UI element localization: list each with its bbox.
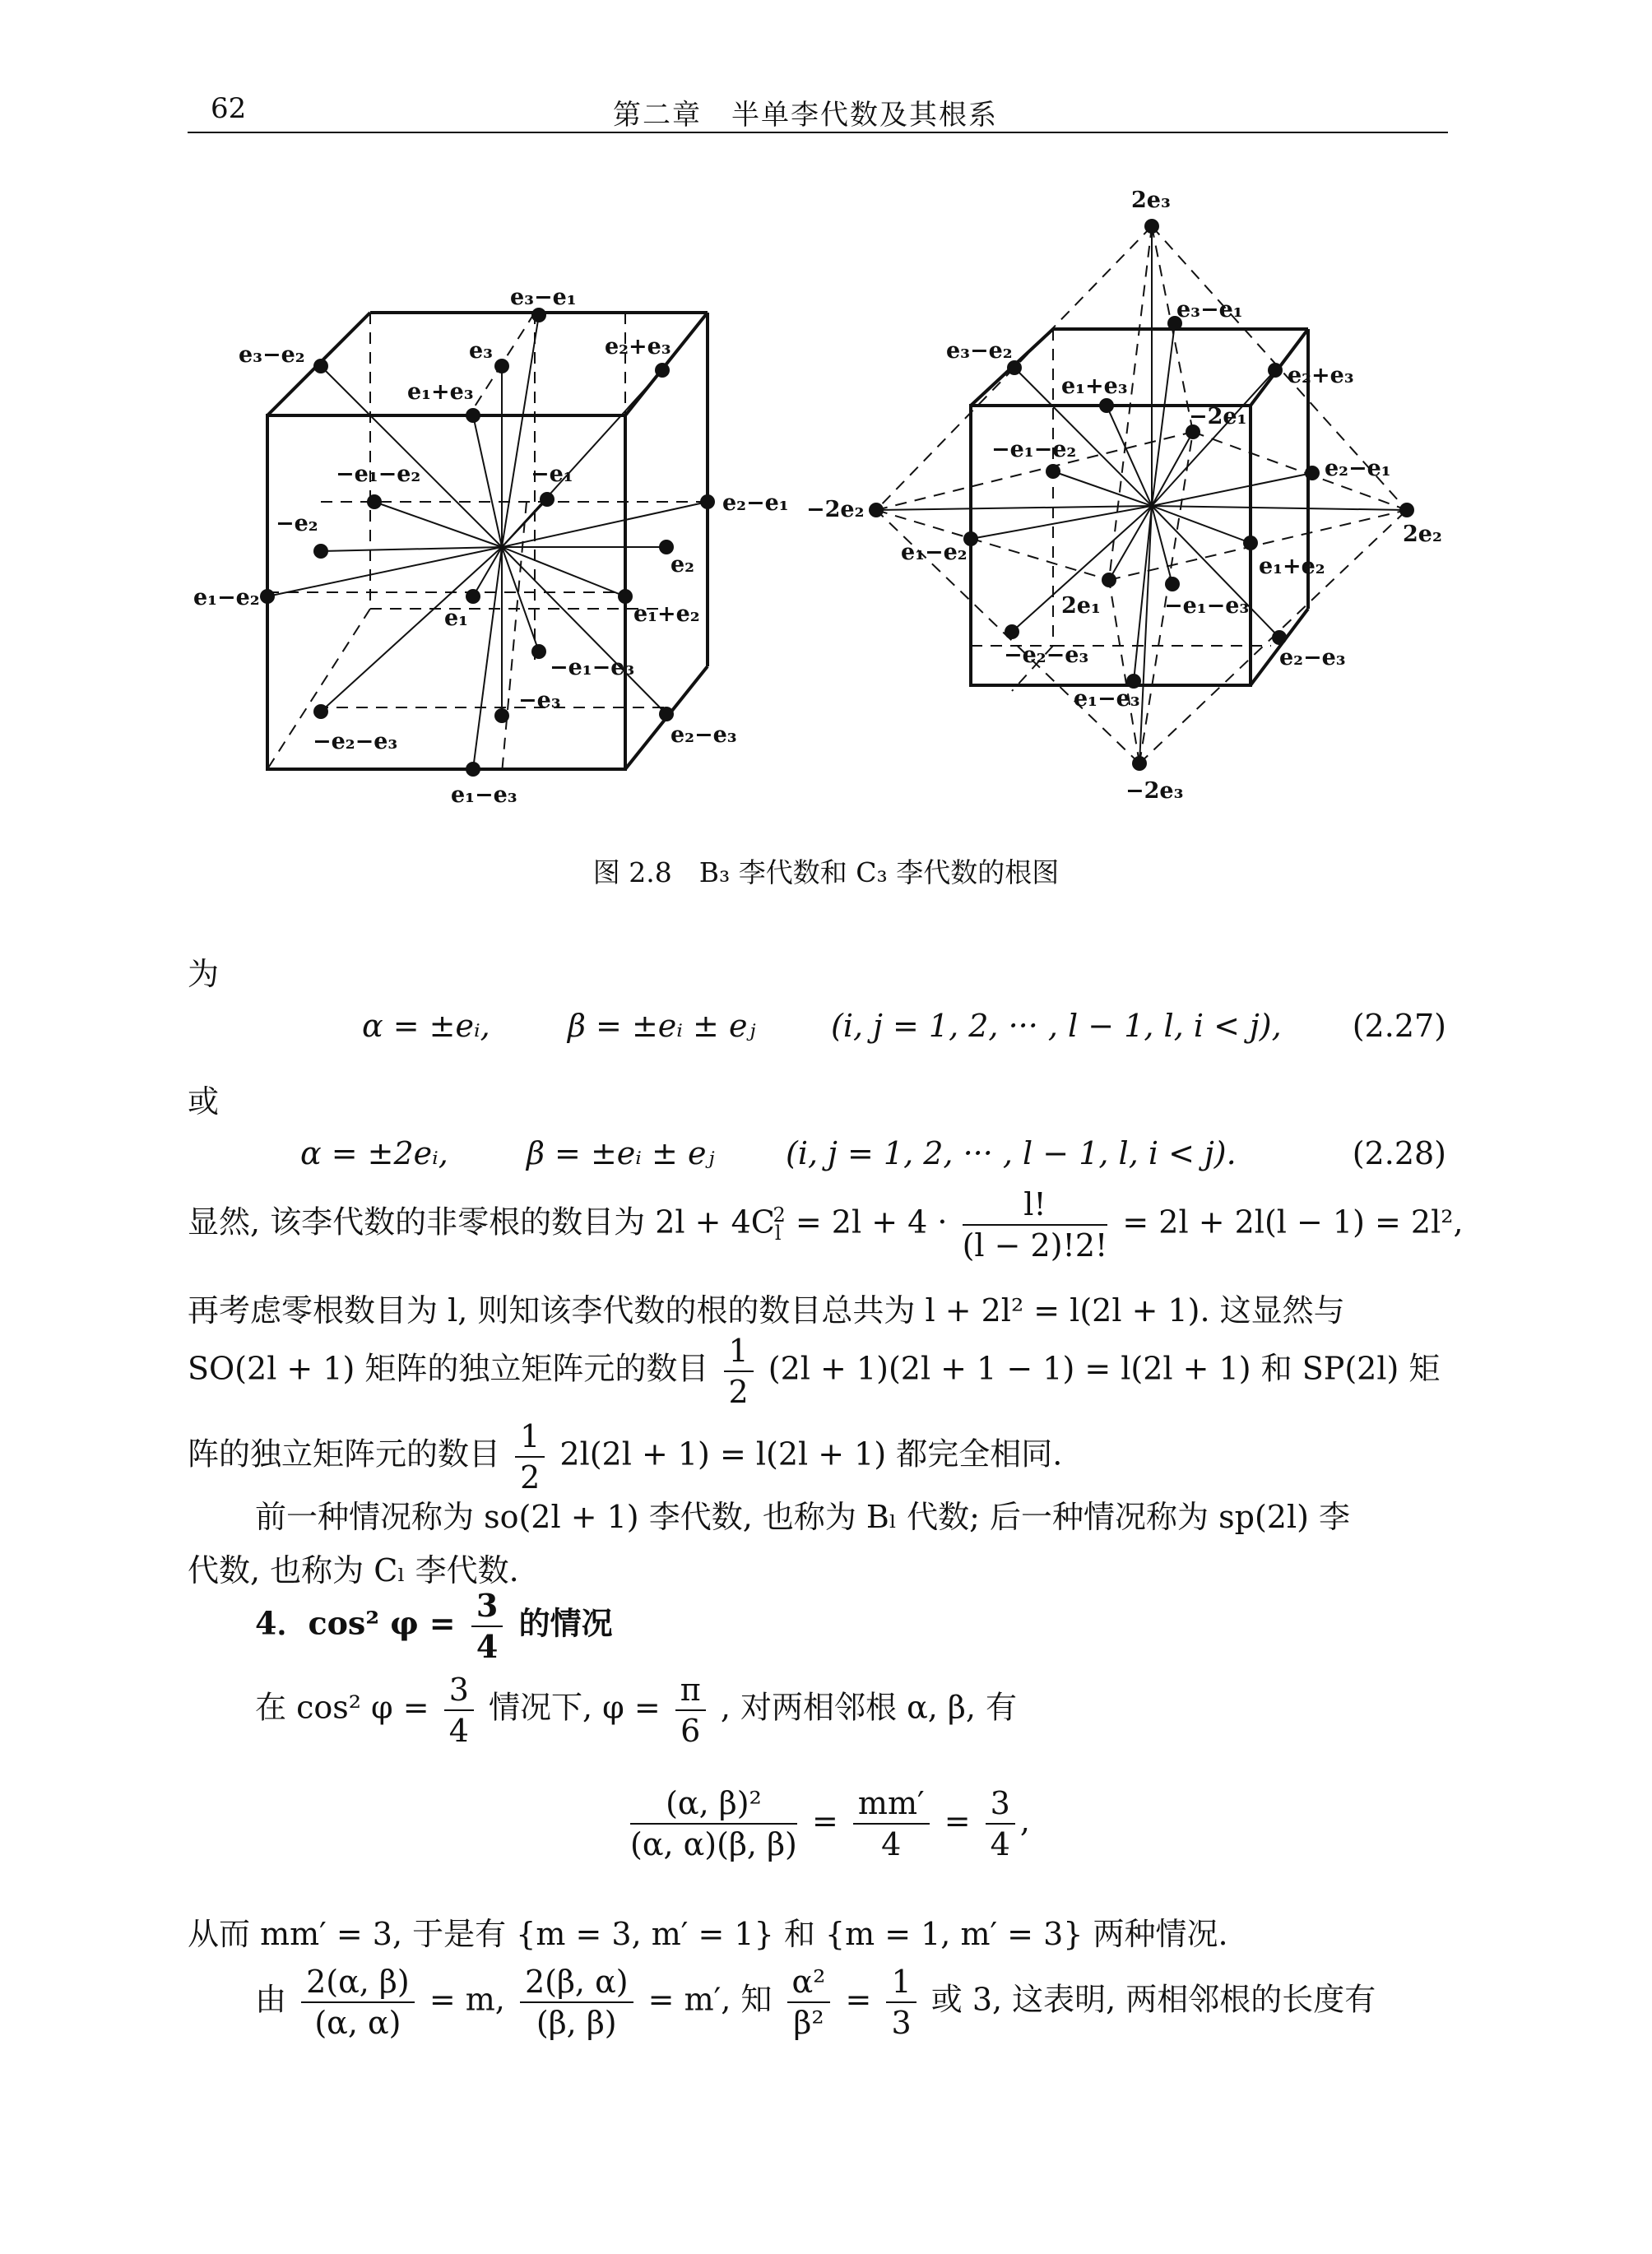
denominator: (l − 2)!2! [962, 1227, 1108, 1264]
page-number: 62 [211, 92, 247, 125]
paragraph: 显然, 该李代数的非零根的数目为 $2l + 4C_l^2 = 2l + 4$ · $\frac{l!}{(l - 2)!2!}$ = 2l + 2l(l − 1) = 2l², [188, 1186, 1464, 1264]
text-run: (2l + 1)(2l + 1 − 1) = l(2l + 1) 和 SP(2l) 矩 [768, 1350, 1441, 1387]
numerator: 1 [724, 1331, 754, 1372]
numerator: 3 [444, 1670, 474, 1711]
c3-label: e₃−e₁ [1176, 297, 1243, 322]
eq-part: (i, j = 1, 2, ··· , l − 1, l, i < j), [831, 1008, 1282, 1044]
text-run: SO(2l + 1) 矩阵的独立矩阵元的数目 [188, 1350, 709, 1387]
text-run: 由 [255, 1981, 287, 2018]
c3-label: −2e₃ [1125, 778, 1184, 804]
b3-label: −e₁ [531, 461, 573, 487]
text-run: = [845, 1981, 872, 2018]
eq-part: (i, j = 1, 2, ··· , l − 1, l, i < j). [786, 1135, 1237, 1171]
c3-label: e₁+e₃ [1061, 373, 1128, 399]
b3-label: e₁+e₂ [633, 601, 700, 627]
denominator: 3 [891, 2005, 912, 2041]
numerator: α² [787, 1962, 831, 2003]
b3-label: e₂+e₃ [605, 334, 671, 359]
paragraph: 代数, 也称为 Cₗ 李代数. [188, 1552, 519, 1588]
c3-label: e₁−e₂ [901, 540, 968, 565]
text-run: 或 3, 这表明, 两相邻根的长度有 [930, 1981, 1376, 2018]
b3-label: e₁−e₂ [193, 585, 260, 610]
b3-label: e₁−e₃ [451, 782, 517, 808]
fraction [520, 1962, 633, 2043]
b3-label: e₂ [671, 552, 695, 577]
denominator: 2 [520, 1459, 541, 1496]
c3-label: −2e₁ [1189, 404, 1247, 429]
denominator: 4 [476, 1628, 499, 1665]
paragraph: 前一种情况称为 so(2l + 1) 李代数, 也称为 Bₗ 代数; 后一种情况称为 sp(2l) 李 [255, 1499, 1351, 1535]
c3-label: e₁−e₃ [1074, 686, 1140, 712]
b3-label: −e₂−e₃ [313, 729, 398, 754]
running-head: 第二章 半单李代数及其根系 [613, 99, 998, 132]
fraction [675, 1670, 706, 1751]
fraction [963, 1185, 1108, 1265]
numerator: 1 [515, 1417, 545, 1458]
c3-label: 2e₃ [1131, 188, 1171, 213]
text-run: 的情况 [518, 1604, 613, 1642]
paragraph: 为 [188, 956, 220, 992]
numerator: l! [963, 1185, 1108, 1226]
paragraph: 从而 mm′ = 3, 于是有 {m = 3, m′ = 1} 和 {m = 1, m′ = 3} 两种情况. [188, 1916, 1228, 1952]
fraction [471, 1586, 503, 1667]
text-run: = m′, 知 [647, 1981, 773, 2018]
eq-part: α = ±eᵢ, [362, 1008, 490, 1044]
fraction [630, 1783, 797, 1864]
eq-part: β = ±eᵢ ± eⱼ [527, 1135, 715, 1171]
numerator: 2(β, α) [520, 1962, 633, 2003]
b3-root-diagram [193, 285, 789, 808]
header-rule [188, 132, 1448, 133]
denominator: (β, β) [536, 2005, 617, 2041]
numerator: 3 [986, 1783, 1015, 1825]
b3-label: e₁ [444, 605, 469, 631]
denominator: (α, α) [314, 2005, 401, 2041]
text-run: 在 cos² φ = [255, 1689, 429, 1726]
c3-label: 2e₁ [1061, 593, 1101, 619]
section-heading [255, 1586, 613, 1667]
fraction [886, 1962, 916, 2043]
numerator: (α, β)² [630, 1783, 797, 1825]
c3-label: e₁+e₂ [1259, 554, 1325, 579]
text-run: 显然, 该李代数的非零根的数目为 2l + 4C [188, 1204, 775, 1241]
denominator: 4 [881, 1826, 902, 1862]
paragraph [188, 1331, 1440, 1412]
text-run: 2l(2l + 1) = l(2l + 1) 都完全相同. [559, 1435, 1063, 1473]
b3-label: −e₃ [518, 688, 561, 713]
b3-label: −e₁−e₃ [550, 655, 635, 680]
b3-label: e₁+e₃ [407, 379, 474, 405]
root-diagrams [0, 165, 1652, 823]
equation-number: (2.28) [1352, 1135, 1446, 1171]
c3-label: −e₂−e₃ [1004, 642, 1089, 668]
b3-label: e₃ [469, 338, 494, 364]
denominator: 2 [728, 1374, 749, 1410]
numerator: 3 [471, 1586, 503, 1627]
c3-label: e₂+e₃ [1288, 363, 1354, 388]
text-run: = 2l + 4 · [795, 1204, 948, 1241]
b3-label: −e₁−e₂ [336, 461, 421, 487]
paragraph [255, 1962, 1376, 2043]
numerator: 1 [886, 1962, 916, 2003]
c3-label: −2e₂ [806, 497, 865, 522]
b3-label: −e₂ [276, 511, 318, 536]
text-run: = m, [429, 1981, 505, 2018]
text-run: , 对两相邻根 α, β, 有 [720, 1689, 1018, 1726]
c3-label: 2e₂ [1403, 522, 1442, 547]
paragraph [255, 1670, 1017, 1751]
text-run: = 2l + 2l(l − 1) = 2l², [1122, 1204, 1464, 1241]
c3-label: −e₁−e₂ [991, 437, 1077, 462]
figure-caption: 图 2.8 B₃ 李代数和 C₃ 李代数的根图 [592, 856, 1060, 888]
eq-part: β = ±eᵢ ± eⱼ [568, 1008, 756, 1044]
text-run: 阵的独立矩阵元的数目 [188, 1435, 501, 1473]
denominator: β² [793, 2005, 824, 2041]
fraction [444, 1670, 474, 1751]
text-run: 4．cos² φ = [255, 1604, 456, 1642]
c3-label: e₃−e₂ [946, 338, 1013, 364]
fraction [986, 1783, 1015, 1864]
b3-label: e₃−e₁ [510, 285, 577, 310]
numerator: π [675, 1670, 706, 1711]
denominator: (α, α)(β, β) [630, 1826, 797, 1862]
denominator: 6 [680, 1713, 701, 1749]
b3-label: e₂−e₃ [671, 722, 737, 748]
denominator: 4 [448, 1713, 469, 1749]
b3-label: e₃−e₂ [239, 342, 305, 368]
equation-number: (2.27) [1352, 1008, 1446, 1044]
fraction [853, 1783, 930, 1864]
text-run: 情况下, φ = [488, 1689, 661, 1726]
c3-label: e₂−e₃ [1279, 645, 1346, 670]
fraction [724, 1331, 754, 1412]
fraction [301, 1962, 415, 2043]
numerator: 2(α, β) [301, 1962, 415, 2003]
numerator: mm′ [853, 1783, 930, 1825]
display-equation: $\frac{\text{(α, β)²}}{(\alpha, \alpha)(\beta, \beta)}$ = $\frac{mm'}{4}$ = $\frac{3}{4}$ , [630, 1785, 1030, 1862]
c3-label: e₂−e₁ [1325, 456, 1391, 481]
denominator: 4 [990, 1826, 1010, 1862]
b3-label: e₂−e₁ [722, 490, 789, 516]
fraction [787, 1962, 831, 2043]
c3-root-diagram [806, 188, 1442, 804]
paragraph: 或 [188, 1083, 220, 1120]
paragraph: 再考虑零根数目为 l, 则知该李代数的根的数目总共为 l + 2l² = l(2l + 1). 这显然与 [188, 1292, 1345, 1329]
c3-label: −e₁−e₃ [1164, 593, 1250, 619]
eq-part: α = ±2eᵢ, [300, 1135, 448, 1171]
